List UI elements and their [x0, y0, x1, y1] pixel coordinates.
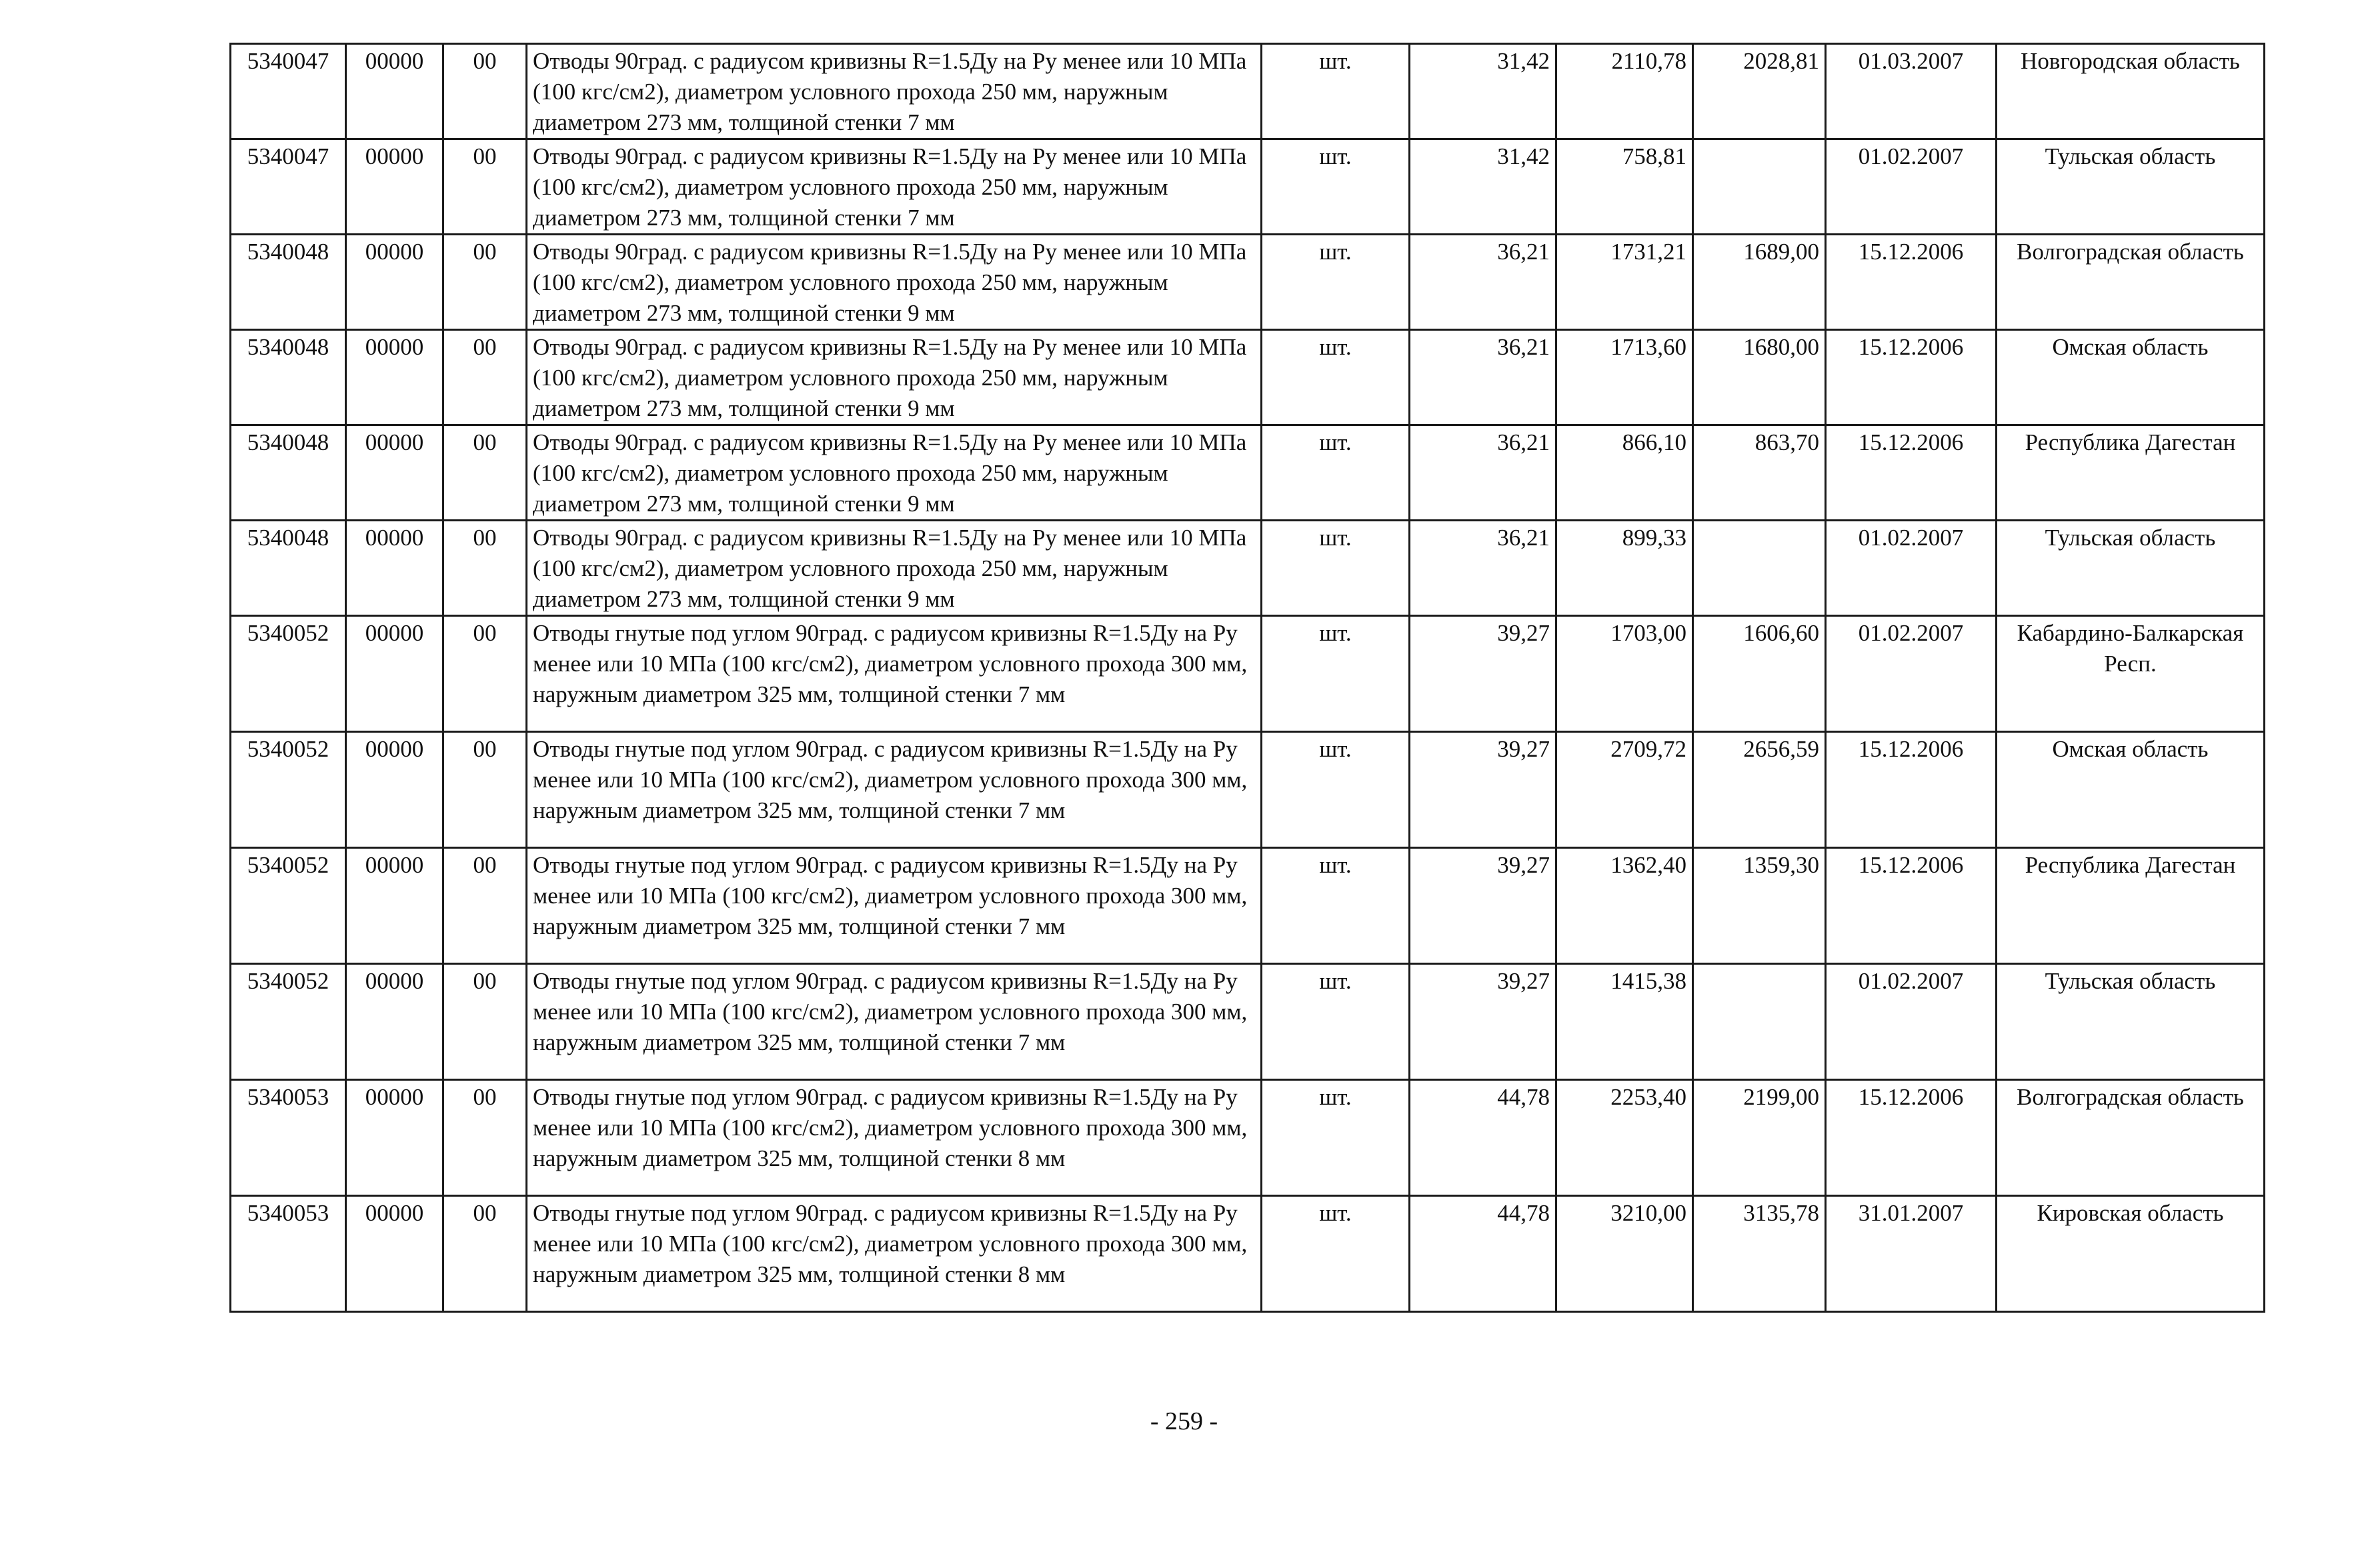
cell-weight: 39,27: [1410, 964, 1556, 1080]
cell-region: Волгоградская область: [1997, 1080, 2265, 1196]
cell-price-2: [1693, 964, 1826, 1080]
cell-weight: 36,21: [1410, 330, 1556, 425]
cell-description: Отводы 90град. с радиусом кривизны R=1.5Ду на Ру менее или 10 МПа (100 кгс/см2), диаметром условного прохода 250 мм, наружным диаметром 273 мм, толщиной стенки 7 мм: [527, 44, 1262, 139]
cell-group-code: 00: [443, 616, 527, 732]
cell-weight: 31,42: [1410, 139, 1556, 235]
cell-date: 01.02.2007: [1826, 964, 1997, 1080]
cell-price-2: 1689,00: [1693, 235, 1826, 330]
cell-price-1: 1731,21: [1556, 235, 1693, 330]
cell-price-2: [1693, 139, 1826, 235]
cell-sub-code: 00000: [346, 964, 443, 1080]
cell-weight: 39,27: [1410, 848, 1556, 964]
cell-date: 31.01.2007: [1826, 1196, 1997, 1312]
cell-region: Новгородская область: [1997, 44, 2265, 139]
cell-item-code: 5340048: [231, 235, 346, 330]
table-row: [231, 139, 2265, 235]
table-row: [231, 330, 2265, 425]
table-row: [231, 616, 2265, 732]
cell-unit: шт.: [1262, 139, 1410, 235]
cell-price-2: 3135,78: [1693, 1196, 1826, 1312]
cell-description: Отводы 90град. с радиусом кривизны R=1.5Ду на Ру менее или 10 МПа (100 кгс/см2), диаметром условного прохода 250 мм, наружным диаметром 273 мм, толщиной стенки 9 мм: [527, 425, 1262, 521]
cell-weight: 44,78: [1410, 1080, 1556, 1196]
cell-group-code: 00: [443, 235, 527, 330]
cell-date: 15.12.2006: [1826, 235, 1997, 330]
cell-region: Республика Дагестан: [1997, 425, 2265, 521]
cell-region: Волгоградская область: [1997, 235, 2265, 330]
cell-sub-code: 00000: [346, 616, 443, 732]
table-row: [231, 732, 2265, 848]
cell-region: Омская область: [1997, 330, 2265, 425]
cell-description: Отводы гнутые под углом 90град. с радиусом кривизны R=1.5Ду на Ру менее или 10 МПа (100 кгс/см2), диаметром условного прохода 300 мм, наружным диаметром 325 мм, толщиной стенки 7 мм: [527, 732, 1262, 848]
cell-item-code: 5340053: [231, 1080, 346, 1196]
cell-region: Тульская область: [1997, 521, 2265, 616]
cell-weight: 39,27: [1410, 616, 1556, 732]
cell-description: Отводы гнутые под углом 90град. с радиусом кривизны R=1.5Ду на Ру менее или 10 МПа (100 кгс/см2), диаметром условного прохода 300 мм, наружным диаметром 325 мм, толщиной стенки 7 мм: [527, 616, 1262, 732]
cell-item-code: 5340047: [231, 139, 346, 235]
cell-sub-code: 00000: [346, 330, 443, 425]
cell-sub-code: 00000: [346, 139, 443, 235]
cell-unit: шт.: [1262, 1080, 1410, 1196]
table-row: [231, 964, 2265, 1080]
cell-region: Республика Дагестан: [1997, 848, 2265, 964]
cell-unit: шт.: [1262, 1196, 1410, 1312]
cell-price-2: [1693, 521, 1826, 616]
cell-price-1: 2709,72: [1556, 732, 1693, 848]
cell-group-code: 00: [443, 964, 527, 1080]
cell-description: Отводы 90град. с радиусом кривизны R=1.5Ду на Ру менее или 10 МПа (100 кгс/см2), диаметром условного прохода 250 мм, наружным диаметром 273 мм, толщиной стенки 9 мм: [527, 521, 1262, 616]
cell-date: 15.12.2006: [1826, 732, 1997, 848]
cell-region: Кабардино-Балкарская Респ.: [1997, 616, 2265, 732]
cell-price-1: 3210,00: [1556, 1196, 1693, 1312]
cell-sub-code: 00000: [346, 235, 443, 330]
cell-price-2: 2028,81: [1693, 44, 1826, 139]
cell-description: Отводы гнутые под углом 90град. с радиусом кривизны R=1.5Ду на Ру менее или 10 МПа (100 кгс/см2), диаметром условного прохода 300 мм, наружным диаметром 325 мм, толщиной стенки 8 мм: [527, 1080, 1262, 1196]
cell-group-code: 00: [443, 732, 527, 848]
table-row: [231, 44, 2265, 139]
cell-sub-code: 00000: [346, 732, 443, 848]
table-row: [231, 425, 2265, 521]
cell-description: Отводы 90град. с радиусом кривизны R=1.5Ду на Ру менее или 10 МПа (100 кгс/см2), диаметром условного прохода 250 мм, наружным диаметром 273 мм, толщиной стенки 9 мм: [527, 235, 1262, 330]
table-row: [231, 1196, 2265, 1312]
cell-group-code: 00: [443, 44, 527, 139]
cell-date: 15.12.2006: [1826, 848, 1997, 964]
cell-price-2: 863,70: [1693, 425, 1826, 521]
cell-date: 01.02.2007: [1826, 616, 1997, 732]
cell-group-code: 00: [443, 1080, 527, 1196]
cell-sub-code: 00000: [346, 521, 443, 616]
cell-price-2: 2199,00: [1693, 1080, 1826, 1196]
cell-unit: шт.: [1262, 425, 1410, 521]
cell-description: Отводы гнутые под углом 90град. с радиусом кривизны R=1.5Ду на Ру менее или 10 МПа (100 кгс/см2), диаметром условного прохода 300 мм, наружным диаметром 325 мм, толщиной стенки 7 мм: [527, 964, 1262, 1080]
cell-group-code: 00: [443, 425, 527, 521]
cell-unit: шт.: [1262, 235, 1410, 330]
cell-sub-code: 00000: [346, 44, 443, 139]
cell-item-code: 5340048: [231, 425, 346, 521]
cell-group-code: 00: [443, 521, 527, 616]
cell-unit: шт.: [1262, 521, 1410, 616]
cell-description: Отводы гнутые под углом 90град. с радиусом кривизны R=1.5Ду на Ру менее или 10 МПа (100 кгс/см2), диаметром условного прохода 300 мм, наружным диаметром 325 мм, толщиной стенки 8 мм: [527, 1196, 1262, 1312]
cell-region: Кировская область: [1997, 1196, 2265, 1312]
cell-unit: шт.: [1262, 848, 1410, 964]
cell-item-code: 5340048: [231, 521, 346, 616]
cell-price-1: 1703,00: [1556, 616, 1693, 732]
cell-price-1: 1415,38: [1556, 964, 1693, 1080]
cell-price-2: 1606,60: [1693, 616, 1826, 732]
page-number: - 259 -: [1150, 1407, 1218, 1435]
cell-price-2: 1680,00: [1693, 330, 1826, 425]
cell-weight: 44,78: [1410, 1196, 1556, 1312]
cell-group-code: 00: [443, 139, 527, 235]
cell-weight: 39,27: [1410, 732, 1556, 848]
cell-unit: шт.: [1262, 964, 1410, 1080]
cell-group-code: 00: [443, 330, 527, 425]
cell-item-code: 5340048: [231, 330, 346, 425]
cell-item-code: 5340047: [231, 44, 346, 139]
cell-group-code: 00: [443, 848, 527, 964]
cell-item-code: 5340052: [231, 964, 346, 1080]
cell-item-code: 5340052: [231, 616, 346, 732]
price-table: [229, 43, 2265, 1313]
cell-weight: 31,42: [1410, 44, 1556, 139]
cell-region: Тульская область: [1997, 139, 2265, 235]
cell-price-1: 866,10: [1556, 425, 1693, 521]
cell-sub-code: 00000: [346, 848, 443, 964]
cell-date: 01.02.2007: [1826, 521, 1997, 616]
cell-date: 15.12.2006: [1826, 330, 1997, 425]
cell-item-code: 5340052: [231, 848, 346, 964]
cell-description: Отводы гнутые под углом 90град. с радиусом кривизны R=1.5Ду на Ру менее или 10 МПа (100 кгс/см2), диаметром условного прохода 300 мм, наружным диаметром 325 мм, толщиной стенки 7 мм: [527, 848, 1262, 964]
cell-price-2: 2656,59: [1693, 732, 1826, 848]
cell-sub-code: 00000: [346, 425, 443, 521]
cell-unit: шт.: [1262, 732, 1410, 848]
cell-price-1: 899,33: [1556, 521, 1693, 616]
cell-item-code: 5340052: [231, 732, 346, 848]
cell-item-code: 5340053: [231, 1196, 346, 1312]
table-row: [231, 521, 2265, 616]
table-row: [231, 235, 2265, 330]
cell-price-1: 1713,60: [1556, 330, 1693, 425]
cell-unit: шт.: [1262, 44, 1410, 139]
cell-date: 01.02.2007: [1826, 139, 1997, 235]
cell-group-code: 00: [443, 1196, 527, 1312]
cell-price-2: 1359,30: [1693, 848, 1826, 964]
cell-date: 01.03.2007: [1826, 44, 1997, 139]
cell-region: Тульская область: [1997, 964, 2265, 1080]
cell-price-1: 2110,78: [1556, 44, 1693, 139]
cell-sub-code: 00000: [346, 1196, 443, 1312]
table-body: [231, 44, 2265, 1312]
cell-date: 15.12.2006: [1826, 425, 1997, 521]
cell-unit: шт.: [1262, 330, 1410, 425]
cell-weight: 36,21: [1410, 521, 1556, 616]
table-row: [231, 1080, 2265, 1196]
cell-price-1: 2253,40: [1556, 1080, 1693, 1196]
cell-weight: 36,21: [1410, 235, 1556, 330]
cell-unit: шт.: [1262, 616, 1410, 732]
cell-price-1: 1362,40: [1556, 848, 1693, 964]
table-row: [231, 848, 2265, 964]
cell-description: Отводы 90град. с радиусом кривизны R=1.5Ду на Ру менее или 10 МПа (100 кгс/см2), диаметром условного прохода 250 мм, наружным диаметром 273 мм, толщиной стенки 9 мм: [527, 330, 1262, 425]
cell-description: Отводы 90град. с радиусом кривизны R=1.5Ду на Ру менее или 10 МПа (100 кгс/см2), диаметром условного прохода 250 мм, наружным диаметром 273 мм, толщиной стенки 7 мм: [527, 139, 1262, 235]
cell-price-1: 758,81: [1556, 139, 1693, 235]
cell-weight: 36,21: [1410, 425, 1556, 521]
cell-region: Омская область: [1997, 732, 2265, 848]
cell-date: 15.12.2006: [1826, 1080, 1997, 1196]
cell-sub-code: 00000: [346, 1080, 443, 1196]
